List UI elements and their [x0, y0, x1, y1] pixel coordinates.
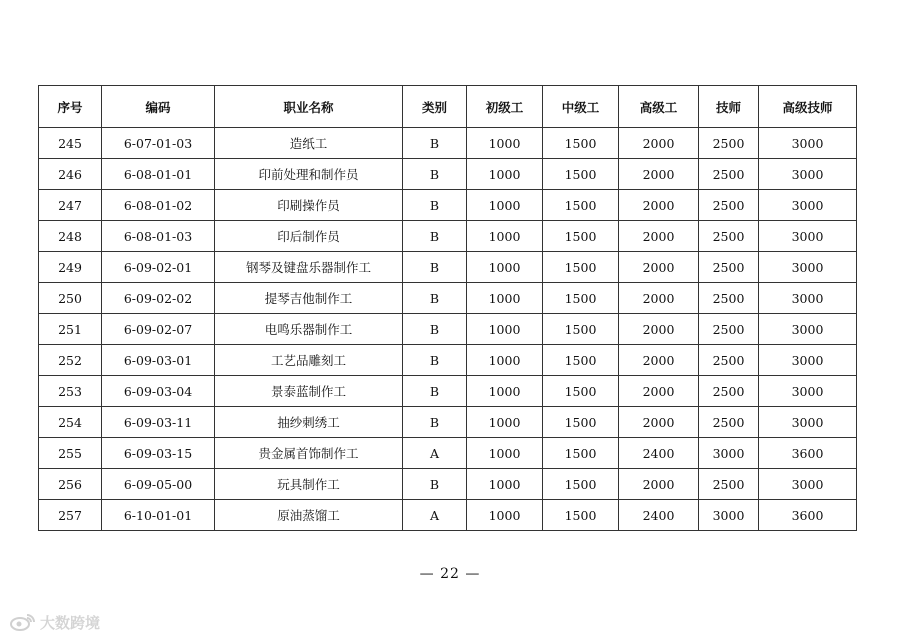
cell-senior-technician: 3000	[759, 159, 857, 190]
cell-senior-worker: 2400	[619, 438, 699, 469]
cell-technician: 2500	[699, 469, 759, 500]
cell-senior-worker: 2000	[619, 128, 699, 159]
cell-technician: 2500	[699, 345, 759, 376]
cell-senior-technician: 3000	[759, 128, 857, 159]
cell-senior-worker: 2400	[619, 500, 699, 531]
cell-senior-technician: 3000	[759, 283, 857, 314]
cell-senior-worker: 2000	[619, 376, 699, 407]
cell-senior-technician: 3000	[759, 469, 857, 500]
cell-code: 6-10-01-01	[102, 500, 215, 531]
table-row	[39, 500, 857, 531]
cell-serial-number: 247	[39, 190, 102, 221]
cell-junior-worker: 1000	[467, 438, 543, 469]
cell-code: 6-09-02-02	[102, 283, 215, 314]
cell-junior-worker: 1000	[467, 376, 543, 407]
page-number: — 22 —	[419, 566, 481, 582]
cell-intermediate-worker: 1500	[543, 221, 619, 252]
table-row	[39, 252, 857, 283]
cell-intermediate-worker: 1500	[543, 314, 619, 345]
cell-technician: 2500	[699, 190, 759, 221]
cell-technician: 2500	[699, 128, 759, 159]
cell-category: B	[403, 221, 467, 252]
cell-category: B	[403, 283, 467, 314]
cell-junior-worker: 1000	[467, 159, 543, 190]
cell-code: 6-09-02-07	[102, 314, 215, 345]
cell-senior-technician: 3000	[759, 252, 857, 283]
cell-senior-technician: 3000	[759, 221, 857, 252]
cell-junior-worker: 1000	[467, 469, 543, 500]
table-row	[39, 128, 857, 159]
cell-intermediate-worker: 1500	[543, 252, 619, 283]
cell-senior-worker: 2000	[619, 252, 699, 283]
cell-serial-number: 246	[39, 159, 102, 190]
cell-code: 6-08-01-02	[102, 190, 215, 221]
cell-intermediate-worker: 1500	[543, 407, 619, 438]
cell-serial-number: 249	[39, 252, 102, 283]
cell-category: B	[403, 252, 467, 283]
cell-serial-number: 251	[39, 314, 102, 345]
cell-occupation-name: 印刷操作员	[215, 190, 403, 221]
cell-occupation-name: 造纸工	[215, 128, 403, 159]
table-row	[39, 376, 857, 407]
cell-senior-technician: 3000	[759, 314, 857, 345]
cell-intermediate-worker: 1500	[543, 128, 619, 159]
cell-senior-worker: 2000	[619, 190, 699, 221]
table-row	[39, 407, 857, 438]
table-row	[39, 190, 857, 221]
header-senior-technician: 高级技师	[759, 86, 857, 128]
cell-intermediate-worker: 1500	[543, 345, 619, 376]
watermark-text: 大数跨境	[40, 613, 101, 632]
cell-serial-number: 245	[39, 128, 102, 159]
cell-technician: 2500	[699, 407, 759, 438]
cell-category: B	[403, 314, 467, 345]
cell-intermediate-worker: 1500	[543, 159, 619, 190]
cell-category: B	[403, 376, 467, 407]
header-technician: 技师	[699, 86, 759, 128]
cell-intermediate-worker: 1500	[543, 438, 619, 469]
header-category: 类别	[403, 86, 467, 128]
cell-category: B	[403, 190, 467, 221]
cell-junior-worker: 1000	[467, 252, 543, 283]
cell-senior-technician: 3600	[759, 438, 857, 469]
header-intermediate-worker: 中级工	[543, 86, 619, 128]
cell-serial-number: 255	[39, 438, 102, 469]
cell-senior-worker: 2000	[619, 283, 699, 314]
cell-junior-worker: 1000	[467, 128, 543, 159]
weibo-logo-icon	[10, 613, 36, 631]
cell-intermediate-worker: 1500	[543, 283, 619, 314]
cell-senior-technician: 3600	[759, 500, 857, 531]
cell-junior-worker: 1000	[467, 190, 543, 221]
cell-occupation-name: 抽纱刺绣工	[215, 407, 403, 438]
table-row	[39, 469, 857, 500]
cell-code: 6-09-03-04	[102, 376, 215, 407]
cell-intermediate-worker: 1500	[543, 376, 619, 407]
cell-category: A	[403, 438, 467, 469]
cell-code: 6-09-03-11	[102, 407, 215, 438]
cell-intermediate-worker: 1500	[543, 190, 619, 221]
cell-serial-number: 252	[39, 345, 102, 376]
watermark	[10, 612, 100, 632]
cell-senior-worker: 2000	[619, 407, 699, 438]
cell-senior-technician: 3000	[759, 376, 857, 407]
cell-technician: 2500	[699, 221, 759, 252]
cell-intermediate-worker: 1500	[543, 500, 619, 531]
cell-serial-number: 253	[39, 376, 102, 407]
cell-occupation-name: 电鸣乐器制作工	[215, 314, 403, 345]
header-junior-worker: 初级工	[467, 86, 543, 128]
cell-category: B	[403, 407, 467, 438]
table-row	[39, 283, 857, 314]
cell-occupation-name: 印前处理和制作员	[215, 159, 403, 190]
cell-occupation-name: 贵金属首饰制作工	[215, 438, 403, 469]
cell-senior-technician: 3000	[759, 190, 857, 221]
table-row	[39, 314, 857, 345]
cell-code: 6-09-05-00	[102, 469, 215, 500]
cell-serial-number: 250	[39, 283, 102, 314]
cell-code: 6-08-01-01	[102, 159, 215, 190]
table-row	[39, 221, 857, 252]
cell-junior-worker: 1000	[467, 314, 543, 345]
cell-technician: 2500	[699, 252, 759, 283]
cell-category: A	[403, 500, 467, 531]
cell-serial-number: 257	[39, 500, 102, 531]
cell-occupation-name: 工艺品雕刻工	[215, 345, 403, 376]
header-occupation-name: 职业名称	[215, 86, 403, 128]
cell-technician: 2500	[699, 314, 759, 345]
cell-code: 6-09-03-15	[102, 438, 215, 469]
cell-senior-worker: 2000	[619, 469, 699, 500]
cell-senior-worker: 2000	[619, 159, 699, 190]
cell-occupation-name: 印后制作员	[215, 221, 403, 252]
cell-category: B	[403, 159, 467, 190]
cell-serial-number: 248	[39, 221, 102, 252]
header-code: 编码	[102, 86, 215, 128]
cell-junior-worker: 1000	[467, 221, 543, 252]
cell-serial-number: 254	[39, 407, 102, 438]
cell-junior-worker: 1000	[467, 407, 543, 438]
table-header-row	[39, 86, 857, 128]
cell-code: 6-09-03-01	[102, 345, 215, 376]
cell-technician: 2500	[699, 159, 759, 190]
cell-senior-technician: 3000	[759, 345, 857, 376]
table-row	[39, 159, 857, 190]
cell-occupation-name: 原油蒸馏工	[215, 500, 403, 531]
header-senior-worker: 高级工	[619, 86, 699, 128]
cell-category: B	[403, 128, 467, 159]
cell-junior-worker: 1000	[467, 500, 543, 531]
cell-intermediate-worker: 1500	[543, 469, 619, 500]
cell-senior-worker: 2000	[619, 345, 699, 376]
cell-junior-worker: 1000	[467, 283, 543, 314]
cell-technician: 2500	[699, 283, 759, 314]
table-row	[39, 438, 857, 469]
cell-technician: 3000	[699, 438, 759, 469]
header-serial-number: 序号	[39, 86, 102, 128]
occupation-subsidy-table	[38, 85, 857, 531]
cell-serial-number: 256	[39, 469, 102, 500]
cell-junior-worker: 1000	[467, 345, 543, 376]
cell-occupation-name: 钢琴及键盘乐器制作工	[215, 252, 403, 283]
cell-occupation-name: 景泰蓝制作工	[215, 376, 403, 407]
cell-senior-worker: 2000	[619, 314, 699, 345]
cell-code: 6-07-01-03	[102, 128, 215, 159]
cell-senior-technician: 3000	[759, 407, 857, 438]
cell-technician: 3000	[699, 500, 759, 531]
table-row	[39, 345, 857, 376]
cell-occupation-name: 提琴吉他制作工	[215, 283, 403, 314]
cell-code: 6-08-01-03	[102, 221, 215, 252]
cell-code: 6-09-02-01	[102, 252, 215, 283]
cell-senior-worker: 2000	[619, 221, 699, 252]
cell-technician: 2500	[699, 376, 759, 407]
cell-occupation-name: 玩具制作工	[215, 469, 403, 500]
cell-category: B	[403, 469, 467, 500]
cell-category: B	[403, 345, 467, 376]
table-body	[39, 128, 857, 531]
